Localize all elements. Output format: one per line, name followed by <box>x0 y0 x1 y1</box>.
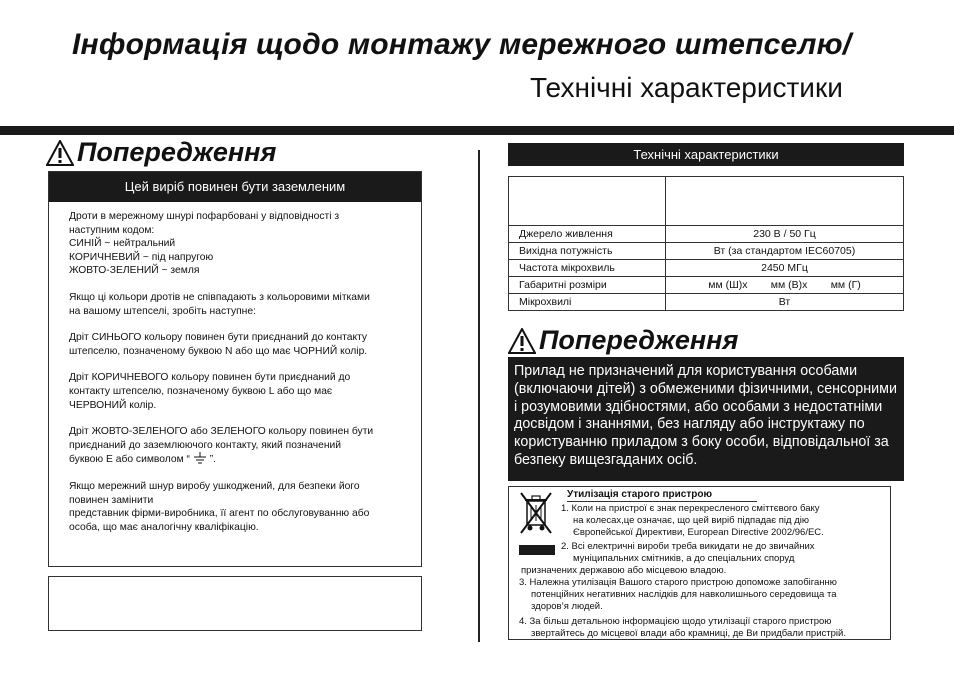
specs-bar: Технічні характеристики <box>508 143 904 166</box>
warning-icon <box>46 140 74 166</box>
page-subtitle: Технічні характеристики <box>530 72 843 103</box>
table-cell <box>666 177 904 226</box>
text-line: здоров’я людей. <box>531 601 603 612</box>
right-warning-title: Попередження <box>539 325 739 355</box>
disposal-item-2 <box>521 541 886 577</box>
text-line: Дріт КОРИЧНЕВОГО кольору повинен бути приєднаний до <box>69 372 351 384</box>
spec-label: Джерело живлення <box>509 226 666 243</box>
table-row <box>509 226 904 243</box>
text-line: звертайтесь до місцевої влади або крамниці, де Ви придбали пристрій. <box>531 628 846 639</box>
spec-value: мм (Ш)х мм (В)х мм (Г) <box>666 277 904 294</box>
text-line: СИНІЙ ~ нейтральний <box>69 238 176 250</box>
text-line: 1. Коли на пристрої є знак перекресленого сміттєвого баку <box>561 503 820 514</box>
left-warning-title: Попередження <box>77 137 277 167</box>
text-line: муніципальних смітників, а до спеціальних споруд <box>573 553 795 564</box>
text-line: на колесах,це означає, що цей виріб підпадає під дію <box>573 515 810 526</box>
spec-label: Мікрохвилі <box>509 294 666 311</box>
text-line: особа, що має аналогічну кваліфікацію. <box>69 521 259 533</box>
text-line: наступним кодом: <box>69 224 155 236</box>
spec-label: Габаритні розміри <box>509 277 666 294</box>
wire-colors-paragraph <box>69 210 414 278</box>
specs-table <box>508 176 904 311</box>
cord-damage-paragraph <box>69 480 414 534</box>
header-rule <box>0 126 954 135</box>
spec-value: 230 В / 50 Гц <box>666 226 904 243</box>
blue-wire-paragraph <box>69 331 414 358</box>
text-line: ЖОВТО-ЗЕЛЕНИЙ ~ земля <box>69 265 200 277</box>
spec-label: Вихідна потужність <box>509 243 666 260</box>
text-line: Якщо ці кольори дротів не співпадають з кольоровими мітками <box>69 291 370 303</box>
table-cell <box>509 177 666 226</box>
text-line: Дріт СИНЬОГО кольору повинен бути приєднаний до контакту <box>69 332 368 344</box>
text-line: приєднаний до заземлюючого контакту, який позначений <box>69 439 342 451</box>
disposal-box <box>508 486 891 640</box>
text-line: представник фірми-виробника, її агент по обслуговуванню або <box>69 508 370 520</box>
text-line: ЧЕРВОНИЙ колір. <box>69 399 157 411</box>
text-line: ”. <box>209 454 217 466</box>
grounding-info-box <box>48 171 422 567</box>
spec-value: Вт (за стандартом IEC60705) <box>666 243 904 260</box>
text-line: потенційних негативних наслідків для навколишнього середовища та <box>531 589 837 600</box>
empty-box <box>48 576 422 631</box>
table-row <box>509 177 904 226</box>
table-row <box>509 294 904 311</box>
table-row <box>509 243 904 260</box>
right-warning-heading <box>508 325 738 356</box>
text-line: на вашому штепселі, зробіть наступне: <box>69 305 256 317</box>
spec-label: Частота мікрохвиль <box>509 260 666 277</box>
spec-value: Вт <box>666 294 904 311</box>
text-line: контакту штепселю, позначеному буквою L або що має <box>69 385 333 397</box>
wiring-instructions <box>69 210 414 547</box>
disposal-bar <box>519 545 555 555</box>
page-title: Інформація щодо монтажу мережного штепселю/ <box>72 28 852 61</box>
text-line: повинен замінити <box>69 494 154 506</box>
mismatch-paragraph <box>69 291 414 318</box>
text-line: Дроти в мережному шнурі пофарбовані у відповідності з <box>69 211 340 222</box>
usage-warning-text: Прилад не призначений для користування особами (включаючи дітей) з обмеженими фізичними, сенсорними і розумовими здібностями, або особами з недостатніми досвідом і знаннями, без нагляду або інструктажу по користуванню приладом з боку особи, відповідальної за безпеку вищезгаданих осіб. <box>508 357 904 481</box>
table-row <box>509 260 904 277</box>
grounding-bar: Цей виріб повинен бути заземленим <box>49 172 421 202</box>
column-divider <box>478 150 480 642</box>
disposal-item-1 <box>561 503 886 539</box>
text-line: Дріт ЖОВТО-ЗЕЛЕНОГО або ЗЕЛЕНОГО кольору повинен бути <box>69 426 374 438</box>
spec-value: 2450 МГц <box>666 260 904 277</box>
text-line: КОРИЧНЕВИЙ ~ під напругою <box>69 251 214 263</box>
left-warning-heading <box>46 137 276 168</box>
text-line: 4. За більш детальною інформацією щодо утилізації старого пристрою <box>519 616 832 627</box>
disposal-title: Утилізація старого пристрою <box>567 489 757 502</box>
text-line: призначених державою або місцевою владою. <box>521 565 727 576</box>
crossed-bin-icon <box>519 491 553 537</box>
text-line: штепселю, позначеному буквою N або що має ЧОРНИЙ колір. <box>69 345 368 357</box>
warning-icon <box>508 328 536 354</box>
disposal-items-3-4 <box>519 577 889 640</box>
text-line: 2. Всі електричні вироби треба викидати не до звичайних <box>561 541 815 552</box>
ground-symbol-icon <box>193 452 207 464</box>
text-line: Європейської Директиви, European Directive 2002/96/EC. <box>573 527 824 538</box>
earth-wire-paragraph <box>69 425 414 467</box>
text-line: 3. Належна утилізація Вашого старого пристрою допоможе запобіганню <box>519 577 837 588</box>
text-line: буквою E або символом “ <box>69 454 190 466</box>
table-row <box>509 277 904 294</box>
text-line: Якщо мережний шнур виробу ушкоджений, для безпеки його <box>69 480 360 492</box>
brown-wire-paragraph <box>69 371 414 412</box>
